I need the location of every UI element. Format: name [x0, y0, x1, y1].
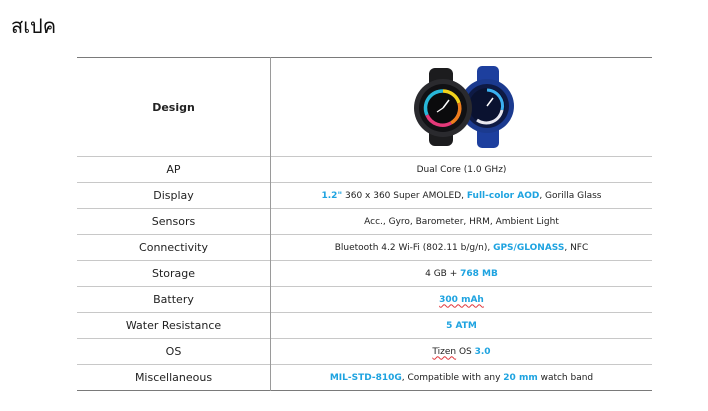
row-value-display — [271, 183, 653, 209]
design-image-cell — [271, 58, 653, 157]
row-label-ap: AP — [77, 157, 271, 183]
row-value-os — [271, 339, 653, 365]
row-value-water — [271, 313, 653, 339]
storage-base: 4 GB + — [425, 268, 461, 279]
table-row — [77, 235, 652, 261]
table-row — [77, 157, 652, 183]
row-label-design: Design — [77, 58, 271, 157]
display-aod: Full-color AOD — [466, 190, 540, 201]
row-label-battery: Battery — [77, 287, 271, 313]
watch-image — [407, 66, 517, 148]
table-row — [77, 209, 652, 235]
misc-mil: MIL-STD-810G — [329, 372, 402, 383]
display-size: 1.2" — [321, 190, 343, 201]
row-value-storage — [271, 261, 653, 287]
table-row — [77, 313, 652, 339]
page-heading: สเปค — [11, 14, 57, 38]
table-row — [77, 339, 652, 365]
table-row — [77, 58, 652, 157]
display-resolution: 360 x 360 Super AMOLED, — [342, 190, 467, 201]
misc-band-size: 20 mm — [503, 372, 538, 383]
table-row — [77, 183, 652, 209]
table-row — [77, 365, 652, 391]
misc-band: watch band — [537, 372, 594, 383]
connectivity-nfc: , NFC — [564, 242, 589, 253]
row-label-storage: Storage — [77, 261, 271, 287]
row-value-misc — [271, 365, 653, 391]
misc-compat: , Compatible with any — [401, 372, 504, 383]
row-label-water: Water Resistance — [77, 313, 271, 339]
storage-extra: 768 MB — [460, 268, 498, 279]
row-value-battery — [271, 287, 653, 313]
connectivity-gps: GPS/GLONASS — [493, 242, 565, 253]
display-glass: , Gorilla Glass — [539, 190, 602, 201]
water-value: 5 ATM — [446, 320, 477, 331]
spec-table — [77, 57, 652, 391]
row-label-os: OS — [77, 339, 271, 365]
row-value-ap: Dual Core (1.0 GHz) — [271, 157, 653, 183]
row-value-sensors: Acc., Gyro, Barometer, HRM, Ambient Light — [271, 209, 653, 235]
row-label-display: Display — [77, 183, 271, 209]
battery-value: 300 mAh — [439, 294, 484, 305]
row-label-sensors: Sensors — [77, 209, 271, 235]
row-label-misc: Miscellaneous — [77, 365, 271, 391]
os-word: OS — [456, 346, 475, 357]
os-name: Tizen — [432, 346, 457, 357]
table-row — [77, 261, 652, 287]
table-row — [77, 287, 652, 313]
row-value-connectivity — [271, 235, 653, 261]
os-version: 3.0 — [474, 346, 491, 357]
connectivity-bluetooth: Bluetooth 4.2 Wi-Fi (802.11 b/g/n), — [334, 242, 494, 253]
row-label-connectivity: Connectivity — [77, 235, 271, 261]
